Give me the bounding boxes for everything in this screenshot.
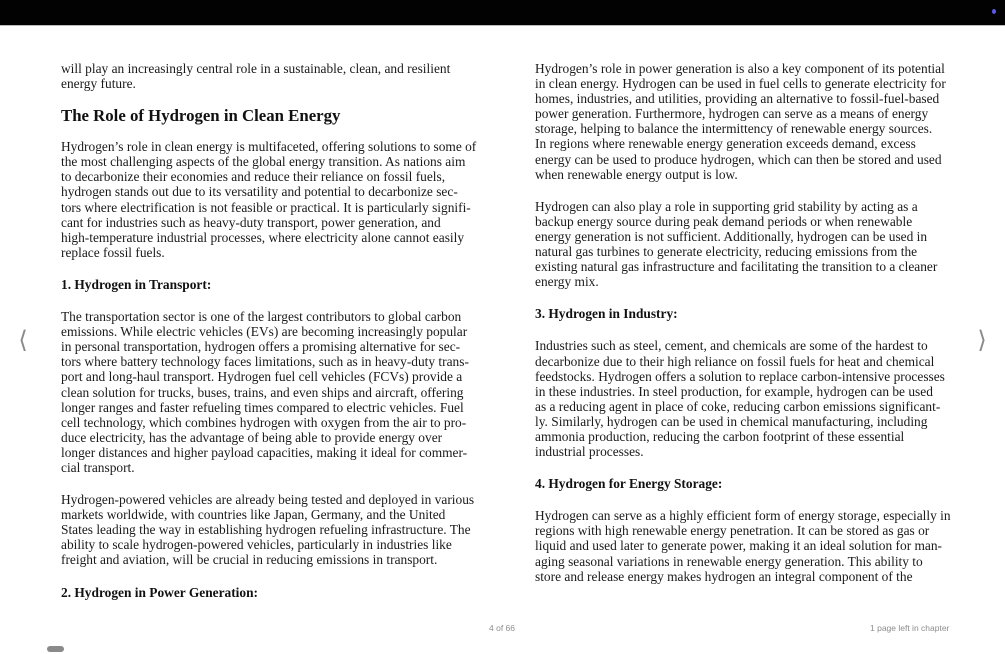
text-line: markets worldwide, with countries like Japan, Germany, and the United: [61, 507, 446, 523]
top-bar: [0, 0, 1005, 26]
text-line: energy mix.: [535, 274, 599, 290]
text-line: when renewable energy output is low.: [535, 166, 738, 182]
text-line: longer distances and higher payload capacities, making it ideal for commer-: [61, 444, 468, 460]
text-line: The transportation sector is one of the largest contributors to global carbon: [61, 309, 462, 325]
text-line: tors where electrification is not feasible or practical. It is particularly signifi-: [61, 199, 471, 215]
transport-paragraph-2: [61, 492, 491, 567]
text-line: high-temperature industrial processes, where electricity alone cannot easily: [61, 229, 465, 245]
text-line: replace fossil fuels.: [61, 244, 165, 260]
heading-industry: 3. Hydrogen in Industry:: [535, 306, 678, 322]
transport-paragraph-1: [61, 309, 491, 475]
text-line: Hydrogen’s role in clean energy is multifaceted, offering solutions to some of: [61, 139, 477, 155]
previous-page-button[interactable]: [13, 324, 33, 356]
chevron-right-icon: ⟩: [977, 326, 987, 354]
text-line: emissions. While electric vehicles (EVs) are becoming increasingly popular: [61, 324, 468, 340]
page-scrubber-handle[interactable]: [47, 646, 64, 652]
text-line: cell technology, which combines hydrogen with oxygen from the air to pro-: [61, 414, 467, 430]
text-line: freight and aviation, will be crucial in reducing emissions in transport.: [61, 552, 438, 568]
text-line: to decarbonize their economies and reduce their reliance on fossil fuels,: [61, 169, 446, 185]
text-line: duce electricity, has the advantage of being able to provide energy over: [61, 429, 443, 445]
text-line: homes, industries, and utilities, providing an alternative to fossil-fuel-based: [535, 91, 940, 107]
text-line: ly. Similarly, hydrogen can be used in chemical manufacturing, including: [535, 413, 928, 429]
text-line: cial transport.: [61, 459, 135, 475]
text-line: will play an increasingly central role in a sustainable, clean, and resilient: [61, 61, 451, 76]
storage-paragraph-1: [535, 508, 965, 583]
right-page: [535, 61, 965, 584]
text-line: in clean energy. Hydrogen can be used in fuel cells to generate electricity for: [535, 76, 946, 92]
next-page-button[interactable]: [972, 324, 992, 356]
text-line: as a reducing agent in place of coke, reducing carbon emissions significant-: [535, 398, 941, 414]
text-line: Hydrogen’s role in power generation is also a key component of its potential: [535, 61, 945, 76]
text-line: port and long-haul transport. Hydrogen fuel cell vehicles (FCVs) provide a: [61, 369, 463, 385]
section-title: The Role of Hydrogen in Clean Energy: [61, 106, 341, 126]
left-page: [61, 61, 491, 600]
text-line: energy future.: [61, 76, 136, 92]
text-line: store and release energy makes hydrogen an integral component of the: [535, 568, 913, 584]
text-line: the most challenging aspects of the global energy transition. As nations aim: [61, 154, 466, 170]
text-line: industrial processes.: [535, 444, 644, 460]
text-line: decarbonize due to their high reliance on fossil fuels for heat and chemical: [535, 353, 935, 369]
text-line: aging seasonal variations in renewable energy generation. This ability to: [535, 553, 923, 569]
text-line: ability to scale hydrogen-powered vehicles, particularly in industries like: [61, 537, 452, 553]
section-intro-paragraph: [61, 139, 491, 260]
text-line: longer ranges and faster refueling times compared to electric vehicles. Fuel: [61, 399, 464, 415]
text-line: Hydrogen-powered vehicles are already being tested and deployed in various: [61, 492, 475, 508]
heading-energy-storage: 4. Hydrogen for Energy Storage:: [535, 476, 723, 492]
text-line: Hydrogen can serve as a highly efficient form of energy storage, especially in: [535, 508, 951, 524]
text-line: energy can be used to produce hydrogen, which can then be stored and used: [535, 151, 942, 167]
text-line: clean solution for trucks, buses, trains, and even ships and aircraft, offering: [61, 384, 464, 400]
chapter-remaining: 1 page left in chapter: [870, 623, 950, 633]
text-line: energy generation is not sufficient. Additionally, hydrogen can be used in: [535, 228, 928, 244]
text-line: natural gas turbines to generate electricity, reducing emissions from the: [535, 244, 918, 260]
text-line: in these industries. In steel production, for example, hydrogen can be used: [535, 383, 933, 399]
text-line: power generation. Furthermore, hydrogen can serve as a means of energy: [535, 106, 929, 122]
text-line: In regions where renewable energy generation exceeds demand, excess: [535, 136, 916, 152]
heading-power-generation: 2. Hydrogen in Power Generation:: [61, 584, 259, 600]
text-line: ammonia production, reducing the carbon footprint of these essential: [535, 428, 905, 444]
intro-paragraph: [61, 61, 491, 91]
heading-transport: 1. Hydrogen in Transport:: [61, 276, 212, 292]
power-paragraph-2: [535, 199, 965, 290]
text-line: Industries such as steel, cement, and chemicals are some of the hardest to: [535, 338, 928, 354]
page-indicator: 4 of 66: [489, 623, 515, 633]
text-line: hydrogen stands out due to its versatility and potential to decarbonize sec-: [61, 184, 458, 200]
text-line: States leading the way in establishing hydrogen refueling infrastructure. The: [61, 522, 471, 538]
text-line: regions with high renewable energy penetration. It can be stored as gas or: [535, 523, 930, 539]
status-dot-icon: [992, 9, 996, 14]
power-paragraph-1: [535, 61, 965, 182]
text-line: cant for industries such as heavy-duty transport, power generation, and: [61, 214, 441, 230]
text-line: tors where battery technology faces limitations, such as in heavy-duty trans-: [61, 354, 469, 370]
text-line: existing natural gas infrastructure and facilitating the transition to a cleaner: [535, 259, 938, 275]
text-line: backup energy source during peak demand periods or when renewable: [535, 213, 913, 229]
text-line: storage, helping to balance the intermittency of renewable energy sources.: [535, 121, 933, 137]
industry-paragraph-1: [535, 338, 965, 459]
text-line: feedstocks. Hydrogen offers a solution to replace carbon-intensive processes: [535, 368, 945, 384]
text-line: in personal transportation, hydrogen offers a promising alternative for sec-: [61, 339, 461, 355]
text-line: liquid and used later to generate power, making it an ideal solution for man-: [535, 538, 943, 554]
text-line: Hydrogen can also play a role in supporting grid stability by acting as a: [535, 198, 918, 214]
chevron-left-icon: ⟨: [18, 326, 28, 354]
